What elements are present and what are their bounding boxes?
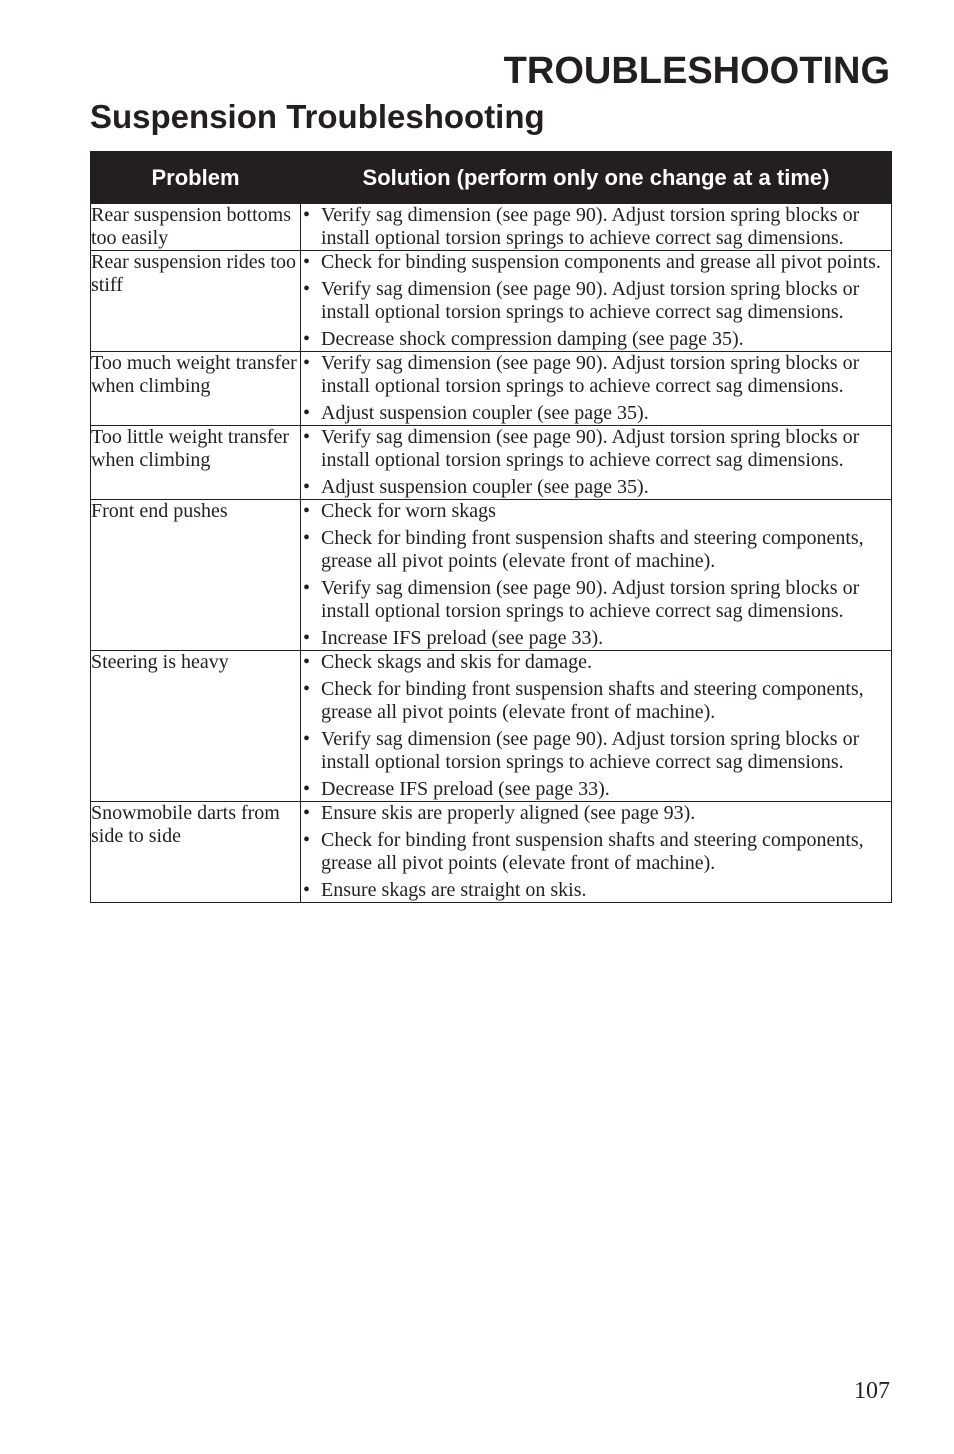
solution-column-header: Solution (perform only one change at a time) — [301, 152, 892, 204]
solution-item — [301, 678, 891, 724]
bullet-icon: • — [303, 204, 311, 226]
solution-text: Verify sag dimension (see page 90). Adjust torsion spring blocks or install optional torsion springs to achieve correct sag dimensions. — [321, 577, 860, 622]
solution-text: Check for binding front suspension shafts and steering components, grease all pivot points (elevate front of machine). — [321, 829, 864, 874]
solution-cell — [301, 426, 892, 500]
solution-text: Ensure skags are straight on skis. — [321, 879, 587, 901]
solution-text: Verify sag dimension (see page 90). Adjust torsion spring blocks or install optional torsion springs to achieve correct sag dimensions. — [321, 278, 860, 323]
section-header: TROUBLESHOOTING — [503, 50, 890, 92]
solution-list — [301, 204, 891, 250]
bullet-icon: • — [303, 278, 311, 300]
bullet-icon: • — [303, 352, 311, 374]
bullet-icon: • — [303, 879, 311, 901]
bullet-icon: • — [303, 678, 311, 700]
page-number: 107 — [854, 1378, 890, 1404]
table-row — [91, 251, 892, 352]
solution-text: Adjust suspension coupler (see page 35). — [321, 402, 649, 424]
solution-cell — [301, 204, 892, 251]
solution-cell — [301, 651, 892, 802]
solution-item — [301, 204, 891, 250]
solution-list — [301, 500, 891, 650]
table-row — [91, 802, 892, 903]
table-row — [91, 426, 892, 500]
solution-text: Check for worn skags — [321, 500, 496, 522]
problem-cell: Too much weight transfer when climbing — [91, 352, 301, 426]
solution-text: Verify sag dimension (see page 90). Adjust torsion spring blocks or install optional torsion springs to achieve correct sag dimensions. — [321, 352, 860, 397]
solution-text: Check for binding front suspension shafts and steering components, grease all pivot points (elevate front of machine). — [321, 678, 864, 723]
solution-item — [301, 728, 891, 774]
problem-cell: Rear suspension bottoms too easily — [91, 204, 301, 251]
problem-cell: Rear suspension rides too stiff — [91, 251, 301, 352]
troubleshooting-table — [90, 151, 892, 903]
solution-item — [301, 627, 891, 650]
bullet-icon: • — [303, 500, 311, 522]
bullet-icon: • — [303, 728, 311, 750]
problem-cell: Steering is heavy — [91, 651, 301, 802]
problem-cell: Too little weight transfer when climbing — [91, 426, 301, 500]
bullet-icon: • — [303, 426, 311, 448]
solution-item — [301, 278, 891, 324]
solution-item — [301, 778, 891, 801]
bullet-icon: • — [303, 577, 311, 599]
solution-item — [301, 352, 891, 398]
solution-item — [301, 426, 891, 472]
solution-text: Verify sag dimension (see page 90). Adjust torsion spring blocks or install optional torsion springs to achieve correct sag dimensions. — [321, 204, 860, 249]
solution-item — [301, 476, 891, 499]
table-row — [91, 651, 892, 802]
bullet-icon: • — [303, 651, 311, 673]
solution-text: Increase IFS preload (see page 33). — [321, 627, 604, 649]
solution-text: Check for binding front suspension shafts and steering components, grease all pivot points (elevate front of machine). — [321, 527, 864, 572]
solution-item — [301, 500, 891, 523]
solution-list — [301, 802, 891, 902]
solution-list — [301, 651, 891, 801]
solution-cell — [301, 352, 892, 426]
solution-list — [301, 251, 891, 351]
solution-list — [301, 352, 891, 425]
bullet-icon: • — [303, 778, 311, 800]
solution-text: Verify sag dimension (see page 90). Adjust torsion spring blocks or install optional torsion springs to achieve correct sag dimensions. — [321, 426, 860, 471]
problem-column-header: Problem — [91, 152, 301, 204]
solution-text: Verify sag dimension (see page 90). Adjust torsion spring blocks or install optional torsion springs to achieve correct sag dimensions. — [321, 728, 860, 773]
table-row — [91, 204, 892, 251]
table-body — [91, 204, 892, 903]
solution-text: Ensure skis are properly aligned (see page 93). — [321, 802, 696, 824]
solution-list — [301, 426, 891, 499]
table-row — [91, 352, 892, 426]
solution-item — [301, 879, 891, 902]
bullet-icon: • — [303, 802, 311, 824]
solution-item — [301, 402, 891, 425]
solution-text: Adjust suspension coupler (see page 35). — [321, 476, 649, 498]
bullet-icon: • — [303, 627, 311, 649]
solution-item — [301, 527, 891, 573]
solution-item — [301, 251, 891, 274]
table-row — [91, 500, 892, 651]
solution-text: Decrease IFS preload (see page 33). — [321, 778, 610, 800]
solution-cell — [301, 500, 892, 651]
table-header — [91, 152, 892, 204]
problem-cell: Snowmobile darts from side to side — [91, 802, 301, 903]
page-title: Suspension Troubleshooting — [90, 98, 545, 135]
solution-cell — [301, 251, 892, 352]
solution-item — [301, 328, 891, 351]
bullet-icon: • — [303, 476, 311, 498]
solution-text: Check skags and skis for damage. — [321, 651, 593, 673]
table-header-row — [91, 152, 892, 204]
solution-text: Check for binding suspension components and grease all pivot points. — [321, 251, 881, 273]
bullet-icon: • — [303, 527, 311, 549]
bullet-icon: • — [303, 251, 311, 273]
solution-item — [301, 577, 891, 623]
bullet-icon: • — [303, 328, 311, 350]
solution-item — [301, 802, 891, 825]
bullet-icon: • — [303, 829, 311, 851]
solution-text: Decrease shock compression damping (see page 35). — [321, 328, 744, 350]
problem-cell: Front end pushes — [91, 500, 301, 651]
solution-cell — [301, 802, 892, 903]
solution-item — [301, 829, 891, 875]
solution-item — [301, 651, 891, 674]
bullet-icon: • — [303, 402, 311, 424]
